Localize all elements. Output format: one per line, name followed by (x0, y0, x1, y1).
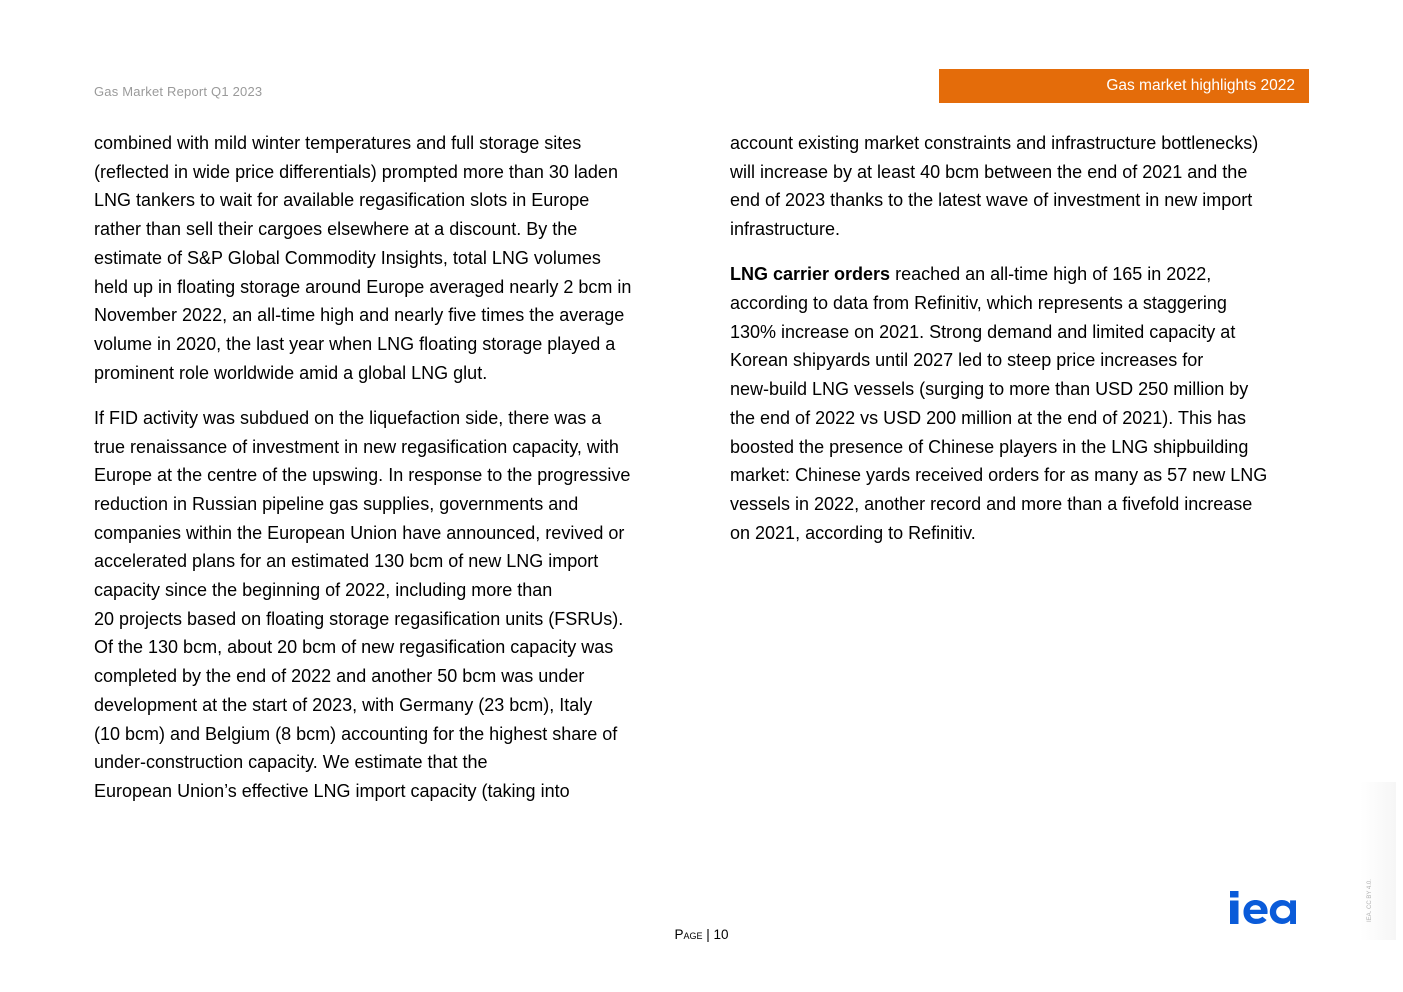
text-line: volume in 2020, the last year when LNG floating storage played a (94, 333, 616, 354)
text-line: Korean shipyards until 2027 led to steep price increases for (730, 350, 1204, 371)
text-line-rest: reached an all-time high of 165 in 2022, (890, 264, 1212, 285)
text-line: end of 2023 thanks to the latest wave of investment in new import (730, 190, 1253, 211)
text-line: (reflected in wide price differentials) prompted more than 30 laden (94, 161, 618, 182)
text-line: accelerated plans for an estimated 130 bcm of new LNG import (94, 551, 599, 572)
license-text: IEA. CC BY 4.0. (1367, 879, 1373, 922)
text-line: companies within the European Union have announced, revived or (94, 522, 625, 543)
iea-logo (1230, 891, 1308, 924)
text-line: true renaissance of investment in new regasification capacity, with (94, 436, 619, 457)
text-line: will increase by at least 40 bcm between the end of 2021 and the (730, 161, 1248, 182)
text-line: according to data from Refinitiv, which represents a staggering (730, 293, 1227, 314)
text-line: LNG tankers to wait for available regasification slots in Europe (94, 190, 590, 211)
text-line: 20 projects based on floating storage regasification units (FSRUs). (94, 608, 624, 629)
right-column (730, 129, 1310, 564)
text-line: estimate of S&P Global Commodity Insights, total LNG volumes (94, 247, 601, 268)
text-line: Of the 130 bcm, about 20 bcm of new regasification capacity was (94, 637, 614, 658)
text-line: infrastructure. (730, 219, 841, 240)
page-label: Page (674, 927, 703, 942)
text-line: reduction in Russian pipeline gas supplies, governments and (94, 493, 579, 514)
page-separator: | (706, 927, 710, 942)
text-line: completed by the end of 2022 and another 50 bcm was under (94, 666, 585, 687)
text-line: new-build LNG vessels (surging to more than USD 250 million by (730, 379, 1249, 400)
text-line: market: Chinese yards received orders for as many as 57 new LNG (730, 465, 1268, 486)
section-title: Gas market highlights 2022 (1106, 77, 1295, 94)
text-line: If FID activity was subdued on the liquefaction side, there was a (94, 407, 602, 428)
section-banner (939, 69, 1309, 103)
text-line: European Union’s effective LNG import capacity (taking into (94, 780, 570, 801)
text-line: November 2022, an all-time high and nearly five times the average (94, 305, 625, 326)
text-line: development at the start of 2023, with Germany (23 bcm), Italy (94, 694, 593, 715)
text-line: under-construction capacity. We estimate that the (94, 752, 488, 773)
paragraph-carrier-orders (730, 260, 1310, 547)
paragraph-import-capacity (730, 129, 1310, 244)
text-line: on 2021, according to Refinitiv. (730, 522, 976, 543)
page-number-value: 10 (713, 927, 729, 942)
left-column (94, 129, 674, 822)
lead-in-bold: LNG carrier orders (730, 264, 891, 285)
report-title: Gas Market Report Q1 2023 (94, 84, 263, 99)
text-line: Europe at the centre of the upswing. In response to the progressive (94, 465, 631, 486)
text-line (730, 260, 1310, 289)
text-line: capacity since the beginning of 2022, including more than (94, 580, 553, 601)
text-line: boosted the presence of Chinese players in the LNG shipbuilding (730, 436, 1249, 457)
text-line: combined with mild winter temperatures and full storage sites (94, 133, 582, 153)
page-number (0, 927, 1403, 942)
text-line: account existing market constraints and infrastructure bottlenecks) (730, 133, 1259, 153)
text-line: 130% increase on 2021. Strong demand and limited capacity at (730, 321, 1236, 342)
text-line: the end of 2022 vs USD 200 million at the end of 2021). This has (730, 407, 1246, 428)
text-line: prominent role worldwide amid a global LNG glut. (94, 362, 488, 383)
license-strip (1360, 782, 1396, 940)
text-line: rather than sell their cargoes elsewhere at a discount. By the (94, 219, 578, 240)
text-line: held up in floating storage around Europe averaged nearly 2 bcm in (94, 276, 632, 297)
paragraph-regasification (94, 404, 674, 806)
text-line: (10 bcm) and Belgium (8 bcm) accounting for the highest share of (94, 723, 618, 744)
text-line: vessels in 2022, another record and more than a fivefold increase (730, 493, 1253, 514)
paragraph-floating-storage (94, 129, 674, 387)
